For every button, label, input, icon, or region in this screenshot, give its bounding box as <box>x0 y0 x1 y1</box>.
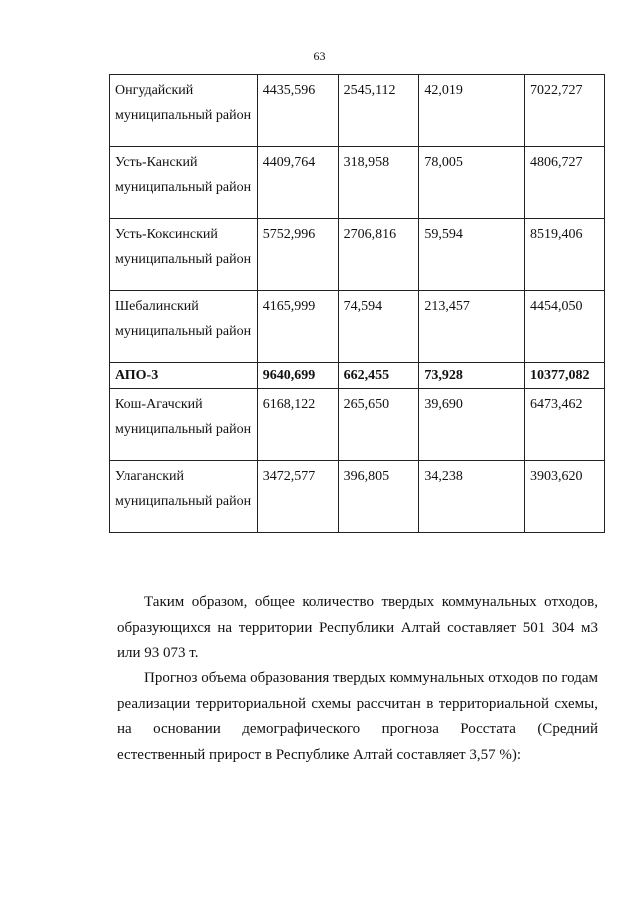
value-cell: 213,457 <box>419 291 525 363</box>
district-name-cell: Улаганский муниципальный район <box>110 461 258 533</box>
district-name-cell: Усть-Коксинский муниципальный район <box>110 219 258 291</box>
value-cell: 3472,577 <box>257 461 338 533</box>
table-row <box>110 389 605 461</box>
body-paragraph: Прогноз объема образования твердых коммунальных отходов по годам реализации территориальной схемы рассчитан в территориальной схемы, на основании демографического прогноза Росстата (Средний естественный прирост в Республике Алтай составляет 3,57 %): <box>117 670 598 763</box>
value-cell: 318,958 <box>338 147 419 219</box>
table-row <box>110 461 605 533</box>
total-cell: 6473,462 <box>525 389 605 461</box>
value-cell: 73,928 <box>419 363 525 389</box>
value-cell: 2545,112 <box>338 75 419 147</box>
district-name-cell: Шебалинский муниципальный район <box>110 291 258 363</box>
value-cell: 42,019 <box>419 75 525 147</box>
table-row-subtotal <box>110 363 605 389</box>
total-cell: 4806,727 <box>525 147 605 219</box>
district-name-cell: Кош-Агачский муниципальный район <box>110 389 258 461</box>
value-cell: 5752,996 <box>257 219 338 291</box>
value-cell: 9640,699 <box>257 363 338 389</box>
district-name-cell: Усть-Канский муниципальный район <box>110 147 258 219</box>
body-paragraph: Таким образом, общее количество твердых коммунальных отходов, образующихся на территории Республики Алтай составляет 501 304 м3 или 93 073 т. <box>117 594 598 661</box>
table-row <box>110 147 605 219</box>
group-name-cell: АПО-3 <box>110 363 258 389</box>
value-cell: 4165,999 <box>257 291 338 363</box>
value-cell: 265,650 <box>338 389 419 461</box>
value-cell: 6168,122 <box>257 389 338 461</box>
total-cell: 8519,406 <box>525 219 605 291</box>
page-number: 63 <box>313 49 326 63</box>
district-name-cell: Онгудайский муниципальный район <box>110 75 258 147</box>
value-cell: 662,455 <box>338 363 419 389</box>
value-cell: 4409,764 <box>257 147 338 219</box>
total-cell: 4454,050 <box>525 291 605 363</box>
value-cell: 78,005 <box>419 147 525 219</box>
waste-volume-table <box>109 74 605 533</box>
total-cell: 3903,620 <box>525 461 605 533</box>
total-cell: 7022,727 <box>525 75 605 147</box>
table-row <box>110 219 605 291</box>
value-cell: 59,594 <box>419 219 525 291</box>
value-cell: 4435,596 <box>257 75 338 147</box>
table-row <box>110 75 605 147</box>
value-cell: 74,594 <box>338 291 419 363</box>
total-cell: 10377,082 <box>525 363 605 389</box>
value-cell: 39,690 <box>419 389 525 461</box>
table-row <box>110 291 605 363</box>
value-cell: 2706,816 <box>338 219 419 291</box>
value-cell: 34,238 <box>419 461 525 533</box>
value-cell: 396,805 <box>338 461 419 533</box>
